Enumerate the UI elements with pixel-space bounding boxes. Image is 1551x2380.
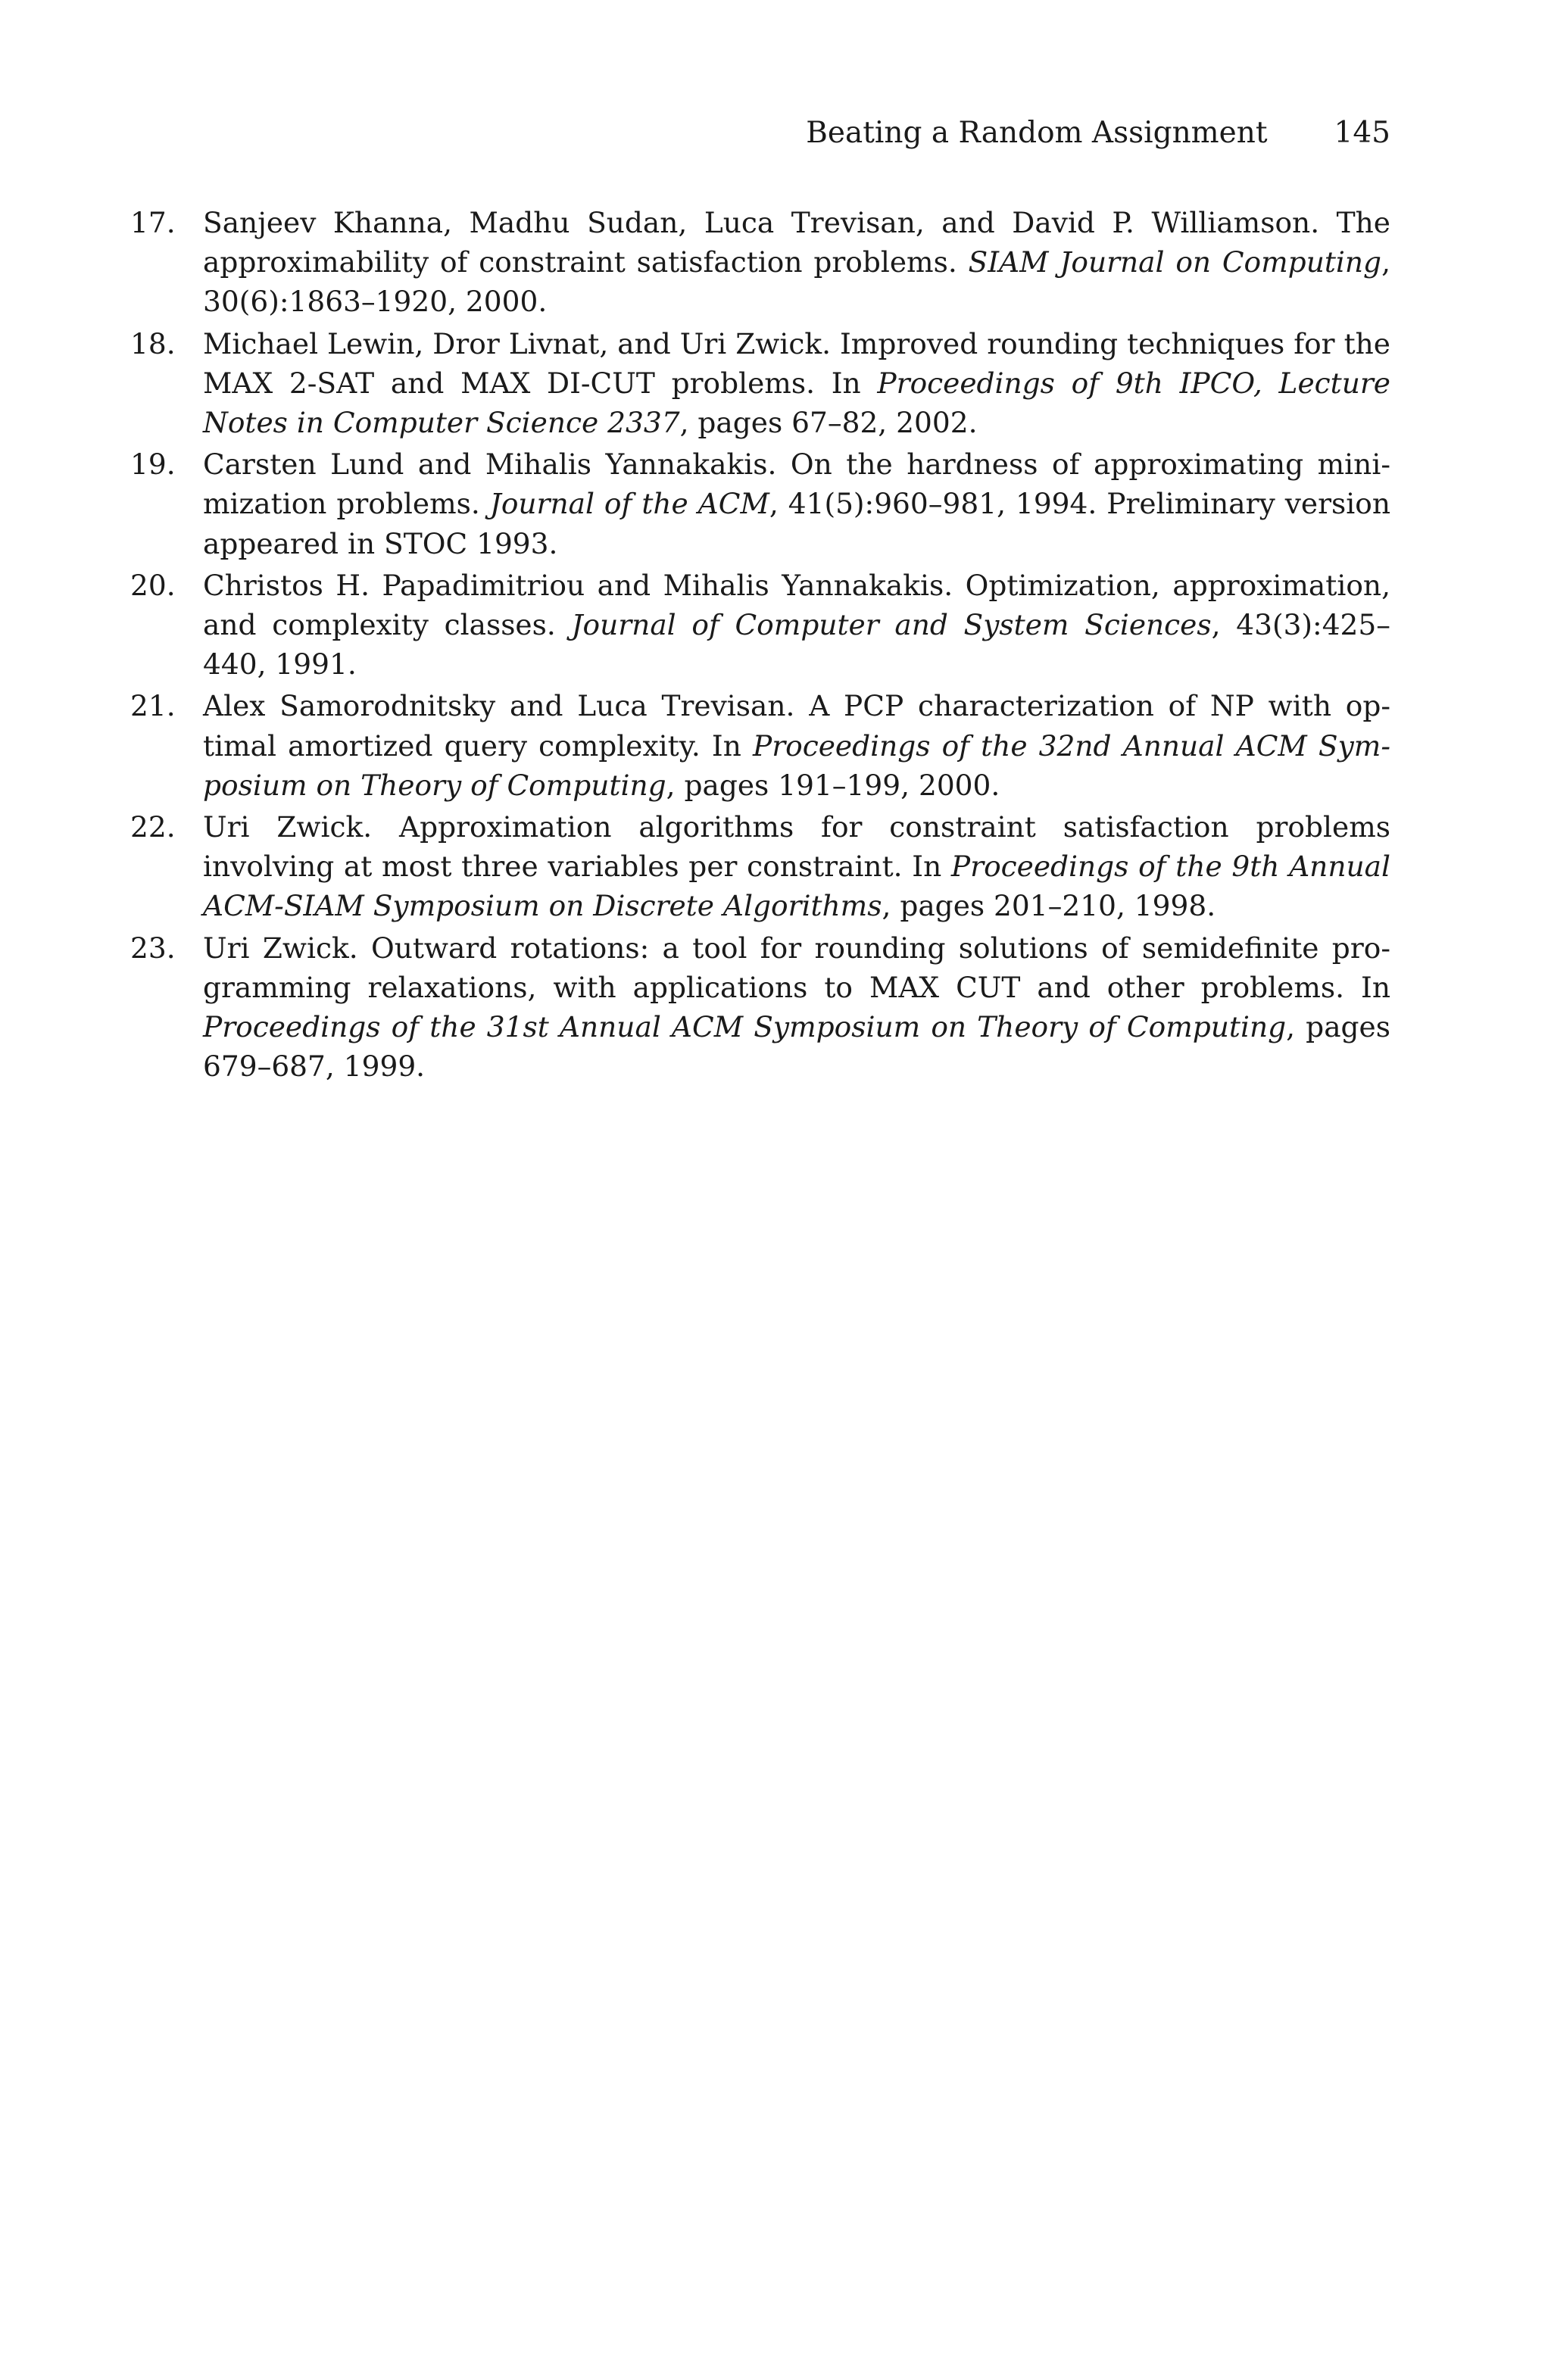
reference-authors-title: Michael Lewin, Dror Livnat, and Uri Zwick. Improved rounding techniques for the MAX 2-SAT and MAX DI-CUT problems. In <box>203 326 1390 400</box>
reference-details: , pages 67–82, 2002. <box>679 406 978 440</box>
reference-details: , 43(3):425–440, 1991. <box>203 608 1391 682</box>
running-title: Beating a Random Assignment <box>806 116 1268 150</box>
reference-authors-title: Sanjeev Khanna, Madhu Sudan, Luca Trevisan, and David P. Williamson. The approximability of constraint satisfaction problems. <box>203 206 1390 279</box>
reference-details: , 41(5):960–981, 1994. Preliminary version appeared in STOC 1993. <box>203 487 1390 560</box>
reference-text <box>203 324 1390 443</box>
reference-number: 20. <box>130 568 176 602</box>
reference-item <box>130 686 1390 805</box>
reference-text <box>203 203 1390 322</box>
reference-item <box>130 203 1390 322</box>
reference-authors-title: Uri Zwick. Approximation algorithms for constraint satisfaction problems involving at most three variables per constraint. In <box>203 810 1390 884</box>
reference-item <box>130 566 1390 685</box>
page-number: 145 <box>1334 116 1390 150</box>
reference-number: 21. <box>130 689 176 723</box>
reference-item <box>130 928 1390 1087</box>
reference-number: 18. <box>130 326 176 360</box>
reference-text <box>203 566 1390 685</box>
reference-item <box>130 444 1390 563</box>
reference-authors-title: Christos H. Papadimitriou and Mihalis Yannakakis. Optimization, approximation, and complexity classes. <box>203 568 1390 642</box>
reference-details: , pages 191–199, 2000. <box>666 768 1000 802</box>
reference-authors-title: Uri Zwick. Outward rotations: a tool for rounding solutions of semidefinite programming relaxations, with applications to MAX CUT and other problems. In <box>203 931 1390 1004</box>
reference-text <box>203 686 1390 805</box>
reference-number: 22. <box>130 810 176 844</box>
reference-number: 23. <box>130 931 176 965</box>
reference-item <box>130 324 1390 443</box>
reference-authors-title: Alex Samorodnitsky and Luca Trevisan. A PCP characterization of NP with optimal amortized query complexity. In <box>203 689 1390 763</box>
reference-venue: Journal of Computer and System Sciences <box>571 608 1212 642</box>
reference-venue: Proceedings of the 32nd Annual ACM Symposium on Theory of Computing <box>203 728 1390 802</box>
reference-text <box>203 807 1390 926</box>
reference-venue: SIAM Journal on Computing <box>968 245 1382 279</box>
reference-number: 17. <box>130 206 176 239</box>
reference-authors-title: Carsten Lund and Mihalis Yannakakis. On the hardness of approximating minimization problems. <box>203 448 1390 521</box>
reference-number: 19. <box>130 448 176 482</box>
reference-details: , pages 201–210, 1998. <box>882 889 1216 923</box>
reference-venue: Proceedings of 9th IPCO, Lecture Notes in Computer Science 2337 <box>203 366 1390 440</box>
reference-details: , pages 679–687, 1999. <box>203 1010 1390 1084</box>
reference-text <box>203 928 1390 1087</box>
reference-item <box>130 807 1390 926</box>
reference-details: , 30(6):1863–1920, 2000. <box>203 245 1390 319</box>
reference-venue: Proceedings of the 31st Annual ACM Symposium on Theory of Computing <box>203 1010 1287 1044</box>
reference-venue: Journal of the ACM <box>489 487 769 521</box>
reference-venue: Proceedings of the 9th Annual ACM-SIAM Symposium on Discrete Algorithms <box>203 850 1390 923</box>
reference-list <box>130 203 1390 1088</box>
reference-text <box>203 444 1390 563</box>
running-head <box>806 114 1390 153</box>
